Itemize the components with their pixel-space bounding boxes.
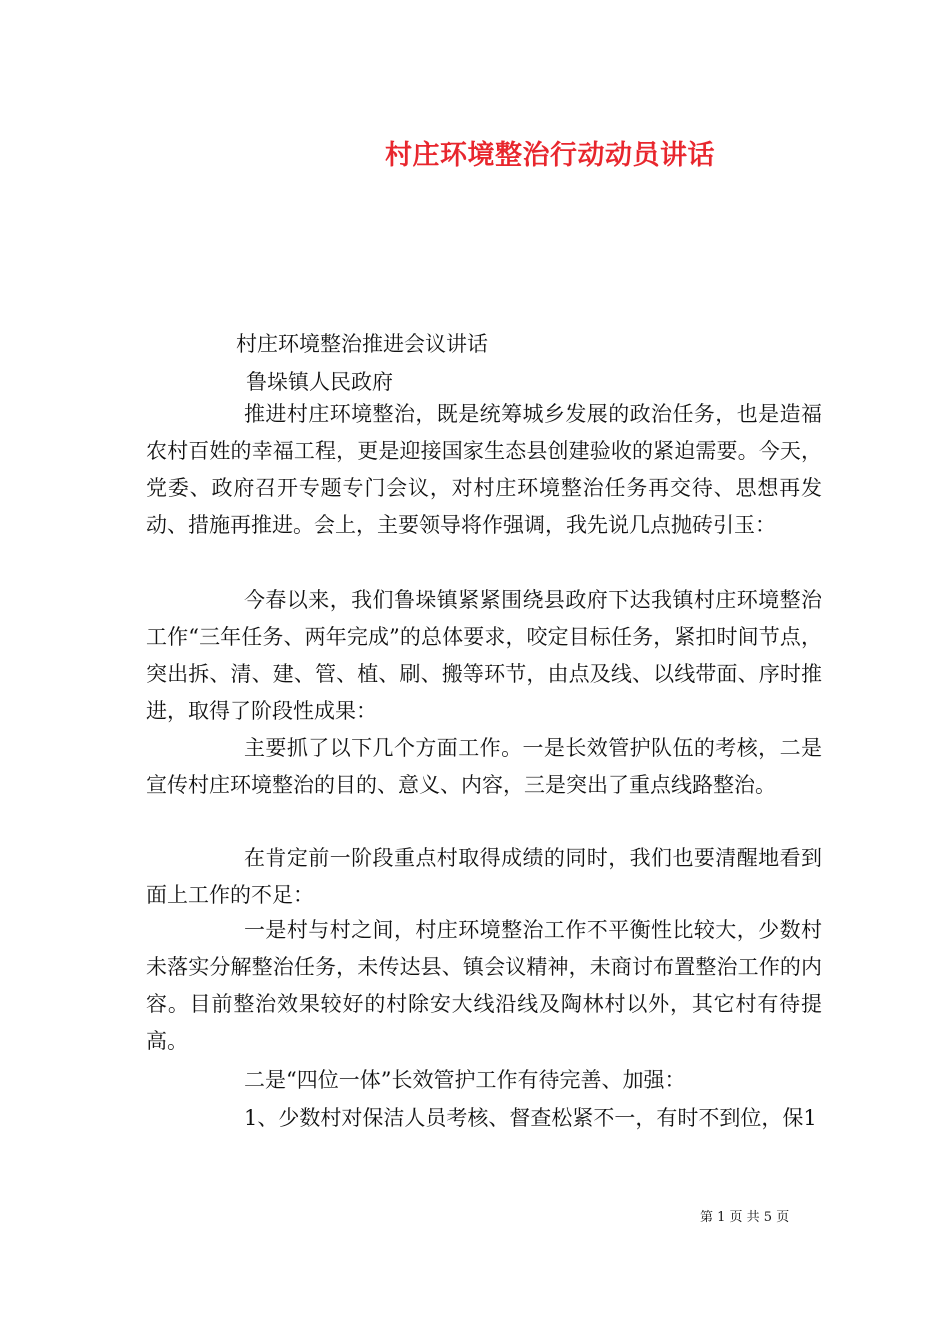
speech-subtitle: 村庄环境整治推进会议讲话 [236, 332, 488, 356]
paragraph-4: 在肯定前一阶段重点村取得成绩的同时，我们也要清醒地看到面上工作的不足： [146, 846, 822, 907]
paragraph-3: 主要抓了以下几个方面工作。一是长效管护队伍的考核，二是宣传村庄环境整治的目的、意义、内容，三是突出了重点线路整治。 [146, 736, 822, 797]
paragraph-6: 二是“四位一体”长效管护工作有待完善、加强： [244, 1068, 686, 1092]
document-title: 村庄环境整治行动动员讲话 [385, 140, 715, 171]
issuer-name: 鲁垛镇人民政府 [246, 370, 393, 394]
paragraph-5: 一是村与村之间，村庄环境整治工作不平衡性比较大，少数村未落实分解整治任务，未传达县、镇会议精神，未商讨布置整治工作的内容。目前整治效果较好的村除安大线沿线及陶林村以外，其它村有待提高。 [146, 918, 822, 1053]
paragraph-1: 推进村庄环境整治，既是统筹城乡发展的政治任务，也是造福农村百姓的幸福工程，更是迎接国家生态县创建验收的紧迫需要。今天，党委、政府召开专题专门会议，对村庄环境整治任务再交待、思想再发动、措施再推进。会上，主要领导将作强调，我先说几点抛砖引玉： [146, 402, 822, 537]
paragraph-7: 1、少数村对保洁人员考核、督查松紧不一，有时不到位，保1 [244, 1106, 817, 1130]
paragraph-2: 今春以来，我们鲁垛镇紧紧围绕县政府下达我镇村庄环境整治工作“三年任务、两年完成”的总体要求，咬定目标任务，紧扣时间节点，突出拆、清、建、管、植、刷、搬等环节，由点及线、以线带面、序时推进，取得了阶段性成果： [146, 588, 822, 723]
page-number: 第 1 页 共 5 页 [700, 1210, 790, 1225]
